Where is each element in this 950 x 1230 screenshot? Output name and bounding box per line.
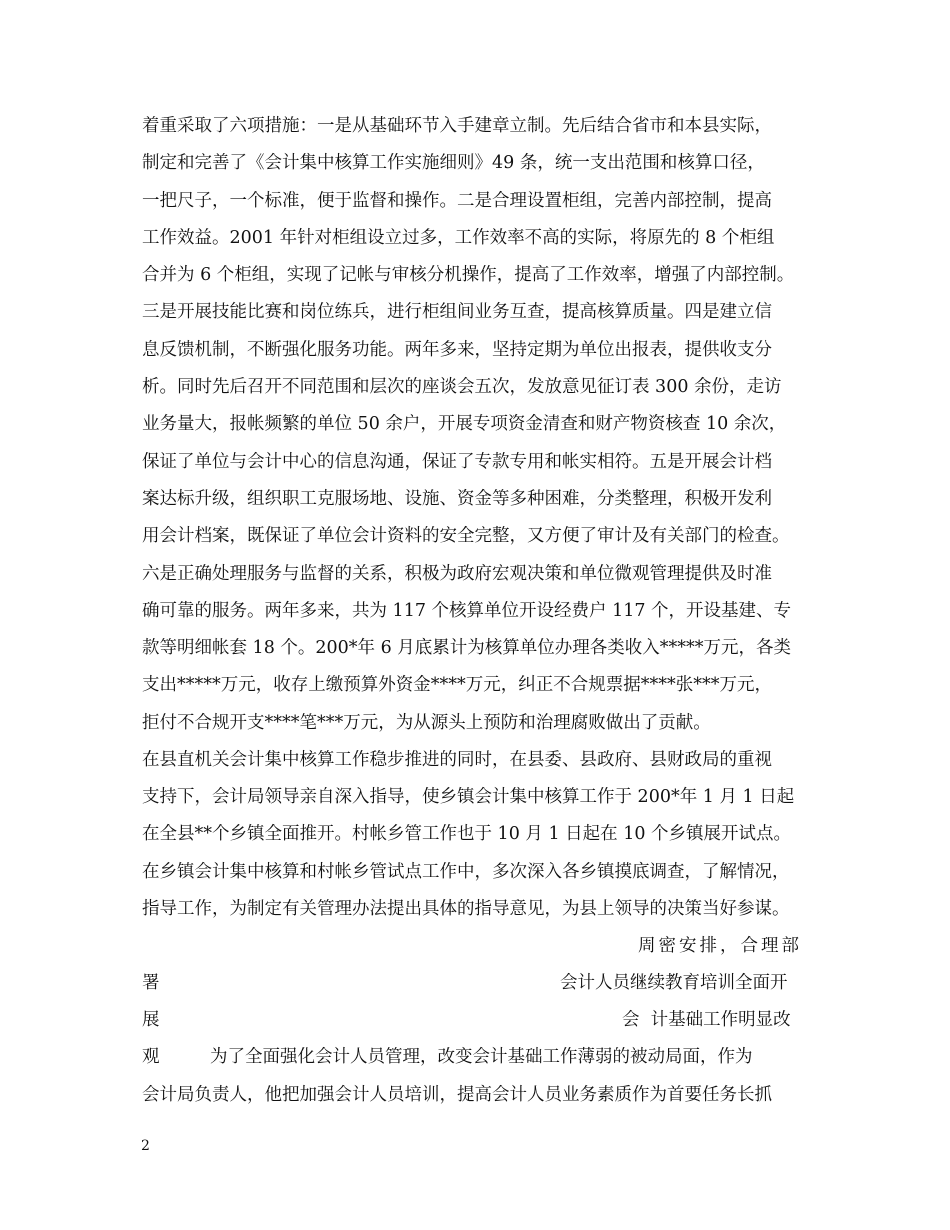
body-line-3: 一把尺子，一个标准，便于监督和操作。二是合理设置柜组，完善内部控制，提高	[142, 191, 772, 211]
paragraph-start-line: 为了全面强化会计人员管理，改变会计基础工作薄弱的被动局面，作为	[210, 1047, 753, 1067]
body-line-1: 着重采取了六项措施：一是从基础环节入手建章立制。先后结合省市和本县实际，	[142, 116, 772, 136]
section-heading-part-2-left: 署	[142, 973, 160, 993]
body-line-2: 制定和完善了《会计集中核算工作实施细则》49 条，统一支出范围和核算口径，	[142, 153, 765, 173]
body-line-12: 用会计档案，既保证了单位会计资料的安全完整，又方便了审计及有关部门的检查。	[142, 526, 790, 546]
page-number: 2	[141, 1138, 150, 1154]
body-line-21: 在乡镇会计集中核算和村帐乡管试点工作中，多次深入各乡镇摸底调查，了解情况，	[142, 862, 790, 882]
section-heading-part-3-right: 会 计基础工作明显改	[622, 1010, 791, 1030]
body-line-22: 指导工作，为制定有关管理办法提出具体的指导意见，为县上领导的决策当好参谋。	[142, 899, 790, 919]
body-line-16: 支出*****万元，收存上缴预算外资金****万元，纠正不合规票据****张***万元，	[142, 675, 772, 695]
body-line-18: 在县直机关会计集中核算工作稳步推进的同时，在县委、县政府、县财政局的重视	[142, 750, 772, 770]
body-line-10: 保证了单位与会计中心的信息沟通，保证了专款专用和帐实相符。五是开展会计档	[142, 452, 772, 472]
body-line-17: 拒付不合规开支****笔***万元，为从源头上预防和治理腐败做出了贡献。	[142, 713, 711, 733]
body-line-13: 六是正确处理服务与监督的关系，积极为政府宏观决策和单位微观管理提供及时准	[142, 564, 772, 584]
last-body-line: 会计局负责人，他把加强会计人员培训，提高会计人员业务素质作为首要任务长抓	[142, 1085, 772, 1105]
body-line-14: 确可靠的服务。两年多来，共为 117 个核算单位开设经费户 117 个，开设基建、专	[142, 601, 792, 621]
section-heading-part-4-left: 观	[142, 1047, 160, 1067]
body-line-9: 业务量大，报帐频繁的单位 50 余户，开展专项资金清查和财产物资核查 10 余次，	[142, 414, 787, 434]
section-heading-part-3-left: 展	[142, 1010, 160, 1030]
body-line-7: 息反馈机制，不断强化服务功能。两年多来，坚持定期为单位出报表，提供收支分	[142, 340, 772, 360]
body-line-5: 合并为 6 个柜组，实现了记帐与审核分机操作，提高了工作效率，增强了内部控制。	[142, 265, 795, 285]
body-line-4: 工作效益。2001 年针对柜组设立过多，工作效率不高的实际，将原先的 8 个柜组	[142, 228, 775, 248]
section-heading-part-2-right: 会计人员继续教育培训全面开	[560, 973, 788, 993]
body-line-11: 案达标升级，组织职工克服场地、设施、资金等多种困难，分类整理，积极开发利	[142, 489, 772, 509]
body-line-20: 在全县**个乡镇全面推开。村帐乡管工作也于 10 月 1 日起在 10 个乡镇展开试点。	[142, 824, 792, 844]
section-heading-part-1: 周密安排，合理部	[638, 936, 802, 956]
body-line-8: 析。同时先后召开不同范围和层次的座谈会五次，发放意见征订表 300 余份，走访	[142, 377, 782, 397]
body-line-6: 三是开展技能比赛和岗位练兵，进行柜组间业务互查，提高核算质量。四是建立信	[142, 302, 772, 322]
body-line-19: 支持下，会计局领导亲自深入指导，使乡镇会计集中核算工作于 200*年 1 月 1 日起	[142, 787, 795, 807]
body-line-15: 款等明细帐套 18 个。200*年 6 月底累计为核算单位办理各类收入*****万元，各类	[142, 638, 792, 658]
